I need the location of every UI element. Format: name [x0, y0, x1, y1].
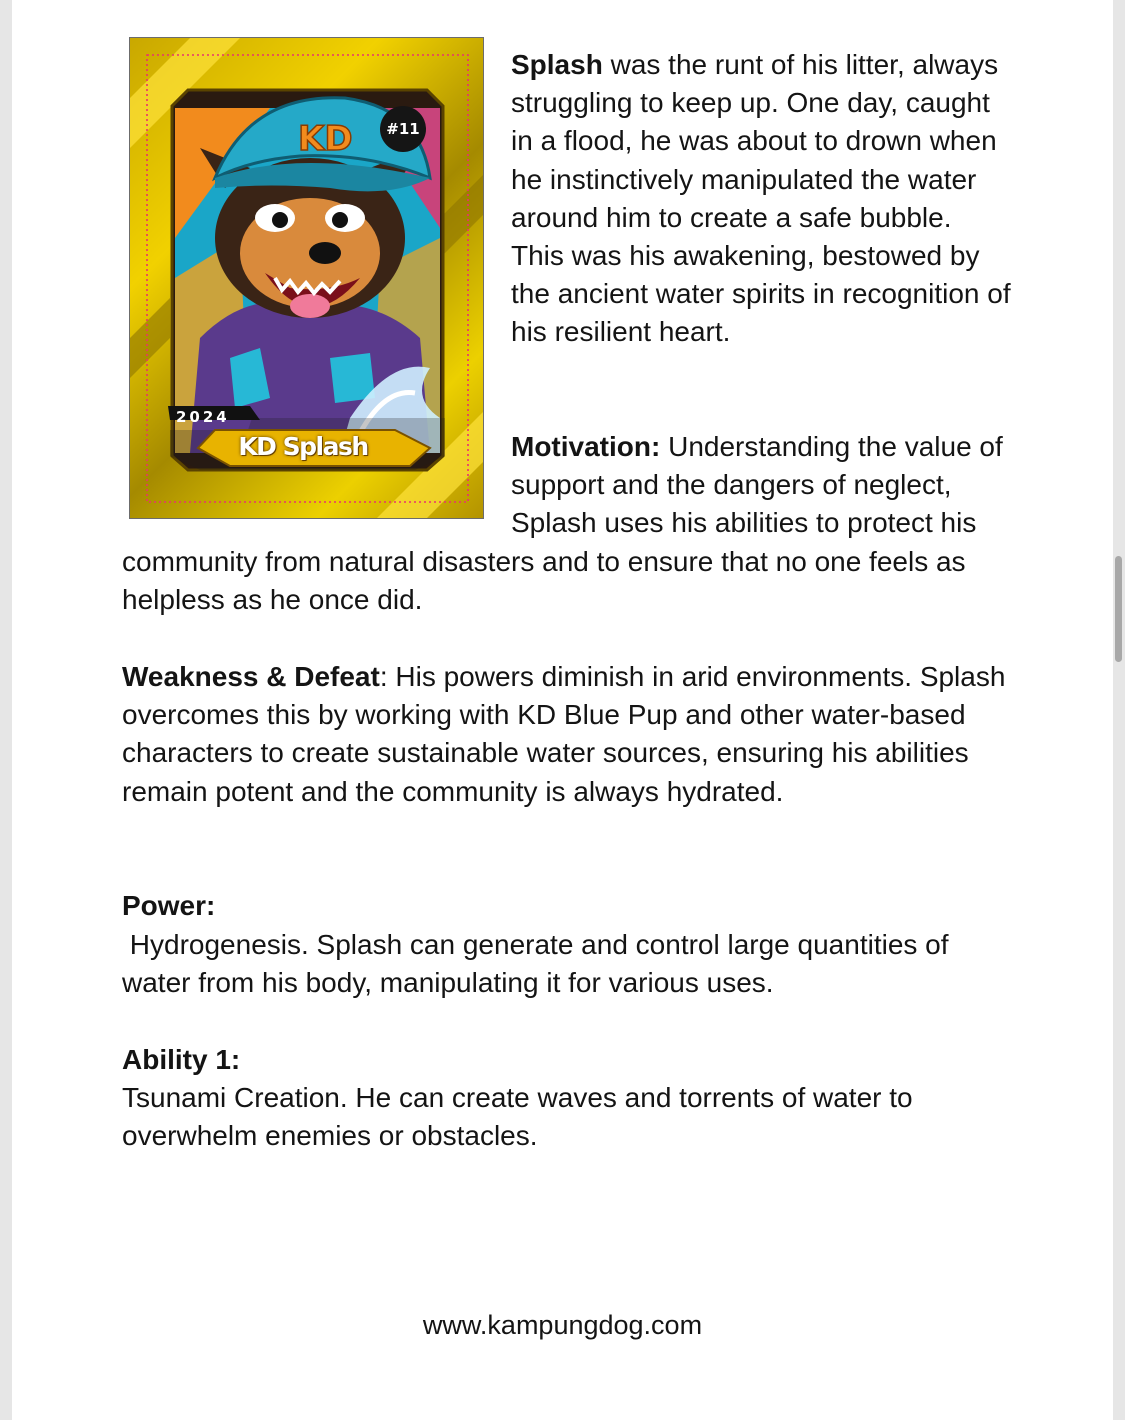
origin-text: was the runt of his litter, always struggling to keep up. One day, caught in a flood, he was about to drown when he instinctively manipulated the water around him to create a safe bubble. This was his awakening, bestowed by the ancient water spirits in recognition of his resilient heart. — [511, 49, 1011, 348]
origin-paragraph — [511, 46, 1011, 352]
weakness-text: : His powers diminish in arid environments. Splash overcomes this by working with KD Blue Pup and other water-based characters to create sustainable water sources, ensuring his abilities remain potent and the community is always hydrated. — [122, 661, 1006, 807]
motivation-label: Motivation: — [511, 431, 661, 462]
motivation-paragraph — [511, 428, 1011, 543]
ability1-text: Tsunami Creation. He can create waves and torrents of water to overwhelm enemies or obstacles. — [122, 1082, 913, 1152]
motivation-text: Understanding the value of support and the dangers of neglect, Splash uses his abilities to protect his — [511, 431, 1003, 539]
scrollbar-track[interactable] — [1113, 0, 1125, 1420]
character-name: Splash — [511, 49, 603, 80]
card-title: KD Splash — [238, 432, 368, 461]
footer-website-link[interactable]: www.kampungdog.com — [422, 1310, 703, 1340]
card-year: 2024 — [176, 408, 230, 426]
scrollbar-thumb[interactable] — [1115, 556, 1122, 662]
card-number-badge: #11 — [380, 106, 426, 152]
power-heading — [122, 887, 1022, 925]
weakness-label: Weakness & Defeat — [122, 661, 380, 692]
motivation-continuation: community from natural disasters and to ensure that no one feels as helpless as he once did. — [122, 546, 966, 616]
weakness-paragraph — [122, 658, 1022, 811]
document-page — [12, 0, 1113, 1420]
power-text: Hydrogenesis. Splash can generate and control large quantities of water from his body, manipulating it for various uses. — [122, 929, 957, 999]
power-label: Power: — [122, 890, 216, 921]
character-card-image — [129, 37, 484, 519]
cap-logo: KD — [298, 119, 353, 159]
ability1-heading — [122, 1041, 1022, 1079]
ability1-label: Ability 1: — [122, 1044, 241, 1075]
